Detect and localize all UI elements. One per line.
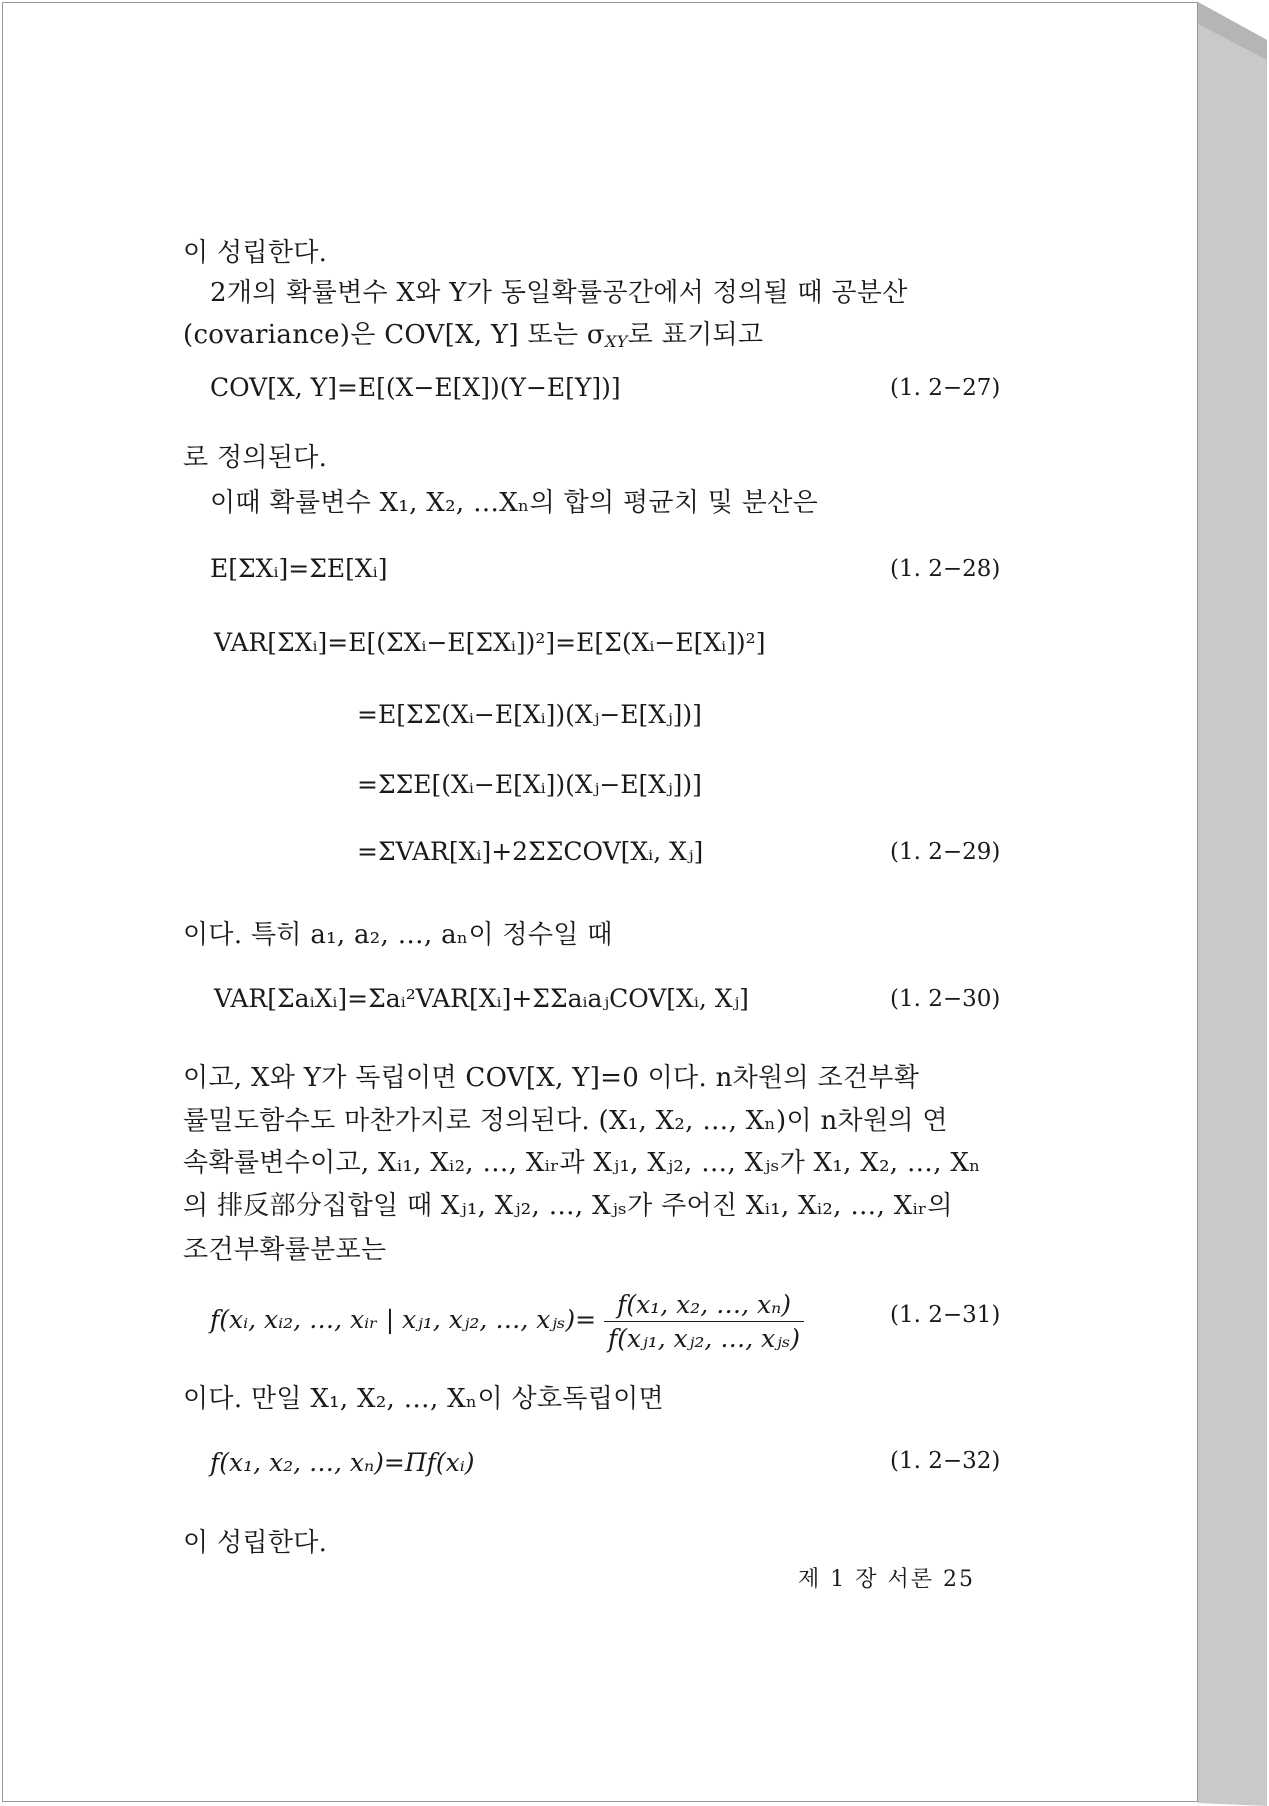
- equation-31-lhs: f(xᵢ, xᵢ₂, …, xᵢᵣ | xⱼ₁, xⱼ₂, …, xⱼₛ)=: [210, 1305, 597, 1334]
- text-line-5: 이때 확률변수 X₁, X₂, …Xₙ의 합의 평균치 및 분산은: [210, 488, 819, 518]
- equation-number-29: (1. 2−29): [890, 839, 1001, 865]
- equation-1-2-32: f(x₁, x₂, …, xₙ)=Πf(xᵢ): [210, 1448, 475, 1477]
- text-line-1: 이 성립한다.: [183, 238, 328, 268]
- equation-31-fraction: [604, 1290, 804, 1353]
- text-line-8: 률밀도함수도 마찬가지로 정의된다. (X₁, X₂, …, Xₙ)이 n차원의 연: [183, 1106, 948, 1136]
- equation-number-28: (1. 2−28): [890, 556, 1001, 582]
- equation-number-30: (1. 2−30): [890, 986, 1001, 1012]
- equation-1-2-30: VAR[ΣaᵢXᵢ]=Σaᵢ²VAR[Xᵢ]+ΣΣaᵢaⱼCOV[Xᵢ, Xⱼ]: [214, 984, 749, 1013]
- equation-number-27: (1. 2−27): [890, 375, 1001, 401]
- text-line-13: 이 성립한다.: [183, 1528, 328, 1558]
- text-line-6: 이다. 특히 a₁, a₂, …, aₙ이 정수일 때: [183, 920, 613, 950]
- equation-31-numerator: f(x₁, x₂, …, xₙ): [604, 1290, 804, 1322]
- text-line-10: 의 排反部分집합일 때 Xⱼ₁, Xⱼ₂, …, Xⱼₛ가 주어진 Xᵢ₁, Xᵢ₂, …, Xᵢᵣ의: [183, 1191, 953, 1221]
- equation-1-2-27: COV[X, Y]=E[(X−E[X])(Y−E[Y])]: [210, 373, 621, 402]
- text-line-4: 로 정의된다.: [183, 443, 328, 473]
- page-footer: 제 1 장 서론 25: [798, 1567, 975, 1592]
- text-line-11: 조건부확률분포는: [183, 1235, 387, 1265]
- equation-number-32: (1. 2−32): [890, 1448, 1001, 1474]
- text-line-2: 2개의 확률변수 X와 Y가 동일확률공간에서 정의될 때 공분산: [210, 278, 908, 308]
- text-line-9: 속확률변수이고, Xᵢ₁, Xᵢ₂, …, Xᵢᵣ과 Xⱼ₁, Xⱼ₂, …, Xⱼₛ가 X₁, X₂, …, Xₙ: [183, 1148, 981, 1178]
- equation-1-2-29-line-1: VAR[ΣXᵢ]=E[(ΣXᵢ−E[ΣXᵢ])²]=E[Σ(Xᵢ−E[Xᵢ])²]: [214, 628, 766, 657]
- equation-1-2-31: [210, 1290, 804, 1353]
- equation-1-2-29-line-4: =ΣVAR[Xᵢ]+2ΣΣCOV[Xᵢ, Xⱼ]: [357, 837, 704, 866]
- text-line-7: 이고, X와 Y가 독립이면 COV[X, Y]=0 이다. n차원의 조건부확: [183, 1063, 920, 1093]
- text-line-12: 이다. 만일 X₁, X₂, …, Xₙ이 상호독립이면: [183, 1384, 664, 1414]
- equation-1-2-29-line-3: =ΣΣE[(Xᵢ−E[Xᵢ])(Xⱼ−E[Xⱼ])]: [357, 770, 702, 799]
- text-line-3: (covariance)은 COV[X, Y] 또는 $\sigma_{XY}$로 표기되고: [183, 320, 764, 352]
- equation-number-31: (1. 2−31): [890, 1302, 1001, 1328]
- equation-1-2-29-line-2: =E[ΣΣ(Xᵢ−E[Xᵢ])(Xⱼ−E[Xⱼ])]: [357, 700, 702, 729]
- equation-31-denominator: f(xⱼ₁, xⱼ₂, …, xⱼₛ): [608, 1324, 801, 1353]
- equation-1-2-28: E[ΣXᵢ]=ΣE[Xᵢ]: [210, 554, 388, 583]
